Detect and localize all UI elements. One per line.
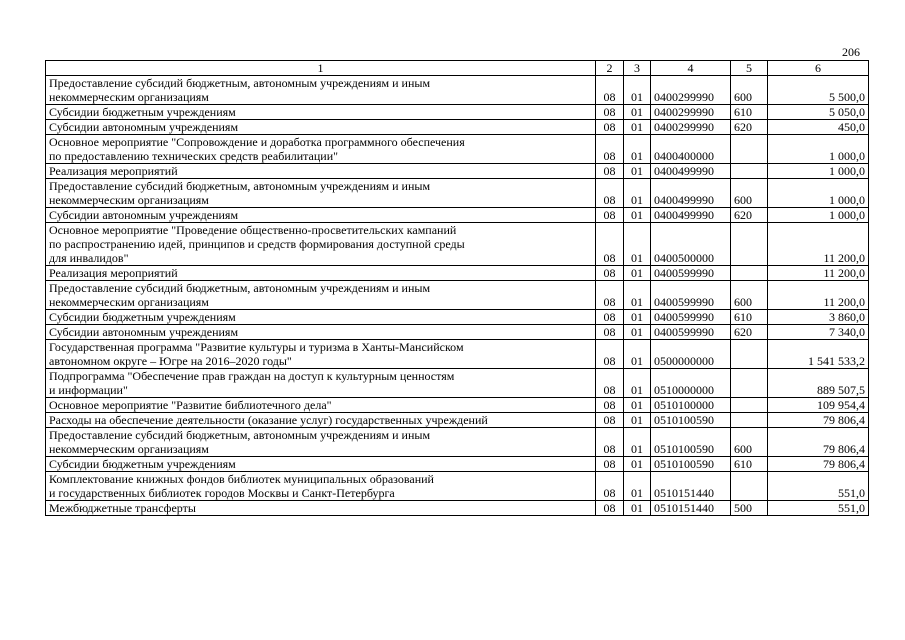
row-subsection-cell: 01 [624,428,651,457]
row-expense-type-cell [731,266,768,281]
row-name-cell: Подпрограмма "Обеспечение прав граждан на доступ к культурным ценностям и информации" [46,369,596,398]
row-expense-type-cell: 620 [731,325,768,340]
row-target-code-cell: 0400599990 [651,325,731,340]
row-name-cell: Основное мероприятие "Проведение общественно-просветительских кампаний по распространению идей, принципов и средств формирования доступной среды для инвалидов" [46,223,596,266]
row-name-cell: Предоставление субсидий бюджетным, автономным учреждениям и иным некоммерческим организациям [46,428,596,457]
row-name-cell: Государственная программа "Развитие культуры и туризма в Ханты-Мансийском автономном округе – Югре на 2016–2020 годы" [46,340,596,369]
row-amount-cell: 5 500,0 [768,76,869,105]
row-amount-cell: 1 000,0 [768,135,869,164]
table-row [46,179,869,208]
row-name-cell: Расходы на обеспечение деятельности (оказание услуг) государственных учреждений [46,413,596,428]
row-target-code-cell: 0510000000 [651,369,731,398]
table-row [46,501,869,516]
row-name-cell: Предоставление субсидий бюджетным, автономным учреждениям и иным некоммерческим организациям [46,281,596,310]
table-row [46,457,869,472]
table-row [46,310,869,325]
row-expense-type-cell: 500 [731,501,768,516]
row-amount-cell: 109 954,4 [768,398,869,413]
row-amount-cell: 3 860,0 [768,310,869,325]
row-expense-type-cell: 620 [731,120,768,135]
row-expense-type-cell [731,369,768,398]
row-amount-cell: 11 200,0 [768,281,869,310]
row-section-cell: 08 [596,76,624,105]
table-row [46,398,869,413]
row-section-cell: 08 [596,120,624,135]
row-expense-type-cell: 610 [731,310,768,325]
row-target-code-cell: 0400599990 [651,266,731,281]
row-amount-cell: 1 000,0 [768,179,869,208]
row-section-cell: 08 [596,164,624,179]
row-target-code-cell: 0400299990 [651,105,731,120]
row-target-code-cell: 0510100000 [651,398,731,413]
row-expense-type-cell [731,413,768,428]
row-section-cell: 08 [596,310,624,325]
row-target-code-cell: 0400599990 [651,281,731,310]
header-col-1: 1 [46,61,596,76]
row-target-code-cell: 0510100590 [651,413,731,428]
row-expense-type-cell: 620 [731,208,768,223]
row-expense-type-cell [731,340,768,369]
row-amount-cell: 1 541 533,2 [768,340,869,369]
row-amount-cell: 889 507,5 [768,369,869,398]
table-row [46,164,869,179]
table-row [46,208,869,223]
row-name-cell: Субсидии автономным учреждениям [46,120,596,135]
row-amount-cell: 450,0 [768,120,869,135]
row-subsection-cell: 01 [624,413,651,428]
page-number: 206 [842,45,860,59]
row-target-code-cell: 0400599990 [651,310,731,325]
row-subsection-cell: 01 [624,457,651,472]
table-row [46,340,869,369]
row-expense-type-cell: 610 [731,457,768,472]
row-target-code-cell: 0400499990 [651,164,731,179]
row-expense-type-cell: 600 [731,281,768,310]
row-subsection-cell: 01 [624,472,651,501]
row-target-code-cell: 0500000000 [651,340,731,369]
row-target-code-cell: 0400400000 [651,135,731,164]
row-expense-type-cell: 600 [731,428,768,457]
row-target-code-cell: 0510151440 [651,501,731,516]
row-section-cell: 08 [596,398,624,413]
table-row [46,120,869,135]
table-row [46,135,869,164]
row-section-cell: 08 [596,413,624,428]
row-subsection-cell: 01 [624,398,651,413]
row-amount-cell: 79 806,4 [768,428,869,457]
row-subsection-cell: 01 [624,135,651,164]
header-col-4: 4 [651,61,731,76]
table-row [46,76,869,105]
row-section-cell: 08 [596,472,624,501]
table-row [46,223,869,266]
row-name-cell: Межбюджетные трансферты [46,501,596,516]
table-row [46,428,869,457]
row-section-cell: 08 [596,325,624,340]
row-subsection-cell: 01 [624,281,651,310]
row-subsection-cell: 01 [624,325,651,340]
row-amount-cell: 551,0 [768,472,869,501]
row-expense-type-cell [731,164,768,179]
row-subsection-cell: 01 [624,369,651,398]
row-name-cell: Комплектование книжных фондов библиотек муниципальных образований и государственных библиотек городов Москвы и Санкт-Петербурга [46,472,596,501]
row-subsection-cell: 01 [624,501,651,516]
row-subsection-cell: 01 [624,179,651,208]
row-name-cell: Предоставление субсидий бюджетным, автономным учреждениям и иным некоммерческим организациям [46,179,596,208]
row-section-cell: 08 [596,208,624,223]
row-subsection-cell: 01 [624,120,651,135]
header-col-6: 6 [768,61,869,76]
row-target-code-cell: 0510100590 [651,457,731,472]
row-subsection-cell: 01 [624,266,651,281]
table-row [46,413,869,428]
row-amount-cell: 79 806,4 [768,457,869,472]
row-target-code-cell: 0400500000 [651,223,731,266]
row-target-code-cell: 0510100590 [651,428,731,457]
row-section-cell: 08 [596,105,624,120]
header-col-2: 2 [596,61,624,76]
row-name-cell: Субсидии бюджетным учреждениям [46,310,596,325]
table-row [46,472,869,501]
row-expense-type-cell: 600 [731,76,768,105]
row-section-cell: 08 [596,428,624,457]
row-subsection-cell: 01 [624,223,651,266]
row-section-cell: 08 [596,281,624,310]
row-amount-cell: 11 200,0 [768,266,869,281]
row-expense-type-cell [731,223,768,266]
row-name-cell: Субсидии бюджетным учреждениям [46,105,596,120]
row-target-code-cell: 0400299990 [651,76,731,105]
row-section-cell: 08 [596,266,624,281]
row-amount-cell: 5 050,0 [768,105,869,120]
row-amount-cell: 1 000,0 [768,164,869,179]
row-name-cell: Основное мероприятие "Сопровождение и доработка программного обеспечения по предоставлению технических средств реабилитации" [46,135,596,164]
row-section-cell: 08 [596,135,624,164]
row-expense-type-cell [731,398,768,413]
row-target-code-cell: 0400499990 [651,179,731,208]
row-section-cell: 08 [596,457,624,472]
row-name-cell: Предоставление субсидий бюджетным, автономным учреждениям и иным некоммерческим организациям [46,76,596,105]
header-col-3: 3 [624,61,651,76]
row-section-cell: 08 [596,223,624,266]
row-expense-type-cell [731,135,768,164]
row-section-cell: 08 [596,501,624,516]
table-row [46,105,869,120]
row-amount-cell: 551,0 [768,501,869,516]
header-col-5: 5 [731,61,768,76]
row-amount-cell: 1 000,0 [768,208,869,223]
table-row [46,325,869,340]
table-row [46,281,869,310]
row-subsection-cell: 01 [624,76,651,105]
row-target-code-cell: 0400499990 [651,208,731,223]
row-section-cell: 08 [596,340,624,369]
row-subsection-cell: 01 [624,340,651,369]
row-subsection-cell: 01 [624,310,651,325]
row-subsection-cell: 01 [624,208,651,223]
table-row [46,369,869,398]
row-expense-type-cell: 600 [731,179,768,208]
row-amount-cell: 11 200,0 [768,223,869,266]
row-amount-cell: 7 340,0 [768,325,869,340]
row-subsection-cell: 01 [624,164,651,179]
row-name-cell: Основное мероприятие "Развитие библиотечного дела" [46,398,596,413]
table-row [46,266,869,281]
budget-table [45,60,869,516]
row-subsection-cell: 01 [624,105,651,120]
row-amount-cell: 79 806,4 [768,413,869,428]
row-target-code-cell: 0510151440 [651,472,731,501]
row-section-cell: 08 [596,179,624,208]
row-expense-type-cell: 610 [731,105,768,120]
row-target-code-cell: 0400299990 [651,120,731,135]
row-name-cell: Субсидии автономным учреждениям [46,325,596,340]
row-name-cell: Субсидии автономным учреждениям [46,208,596,223]
row-name-cell: Субсидии бюджетным учреждениям [46,457,596,472]
row-section-cell: 08 [596,369,624,398]
row-name-cell: Реализация мероприятий [46,164,596,179]
row-name-cell: Реализация мероприятий [46,266,596,281]
header-row [46,61,869,76]
row-expense-type-cell [731,472,768,501]
